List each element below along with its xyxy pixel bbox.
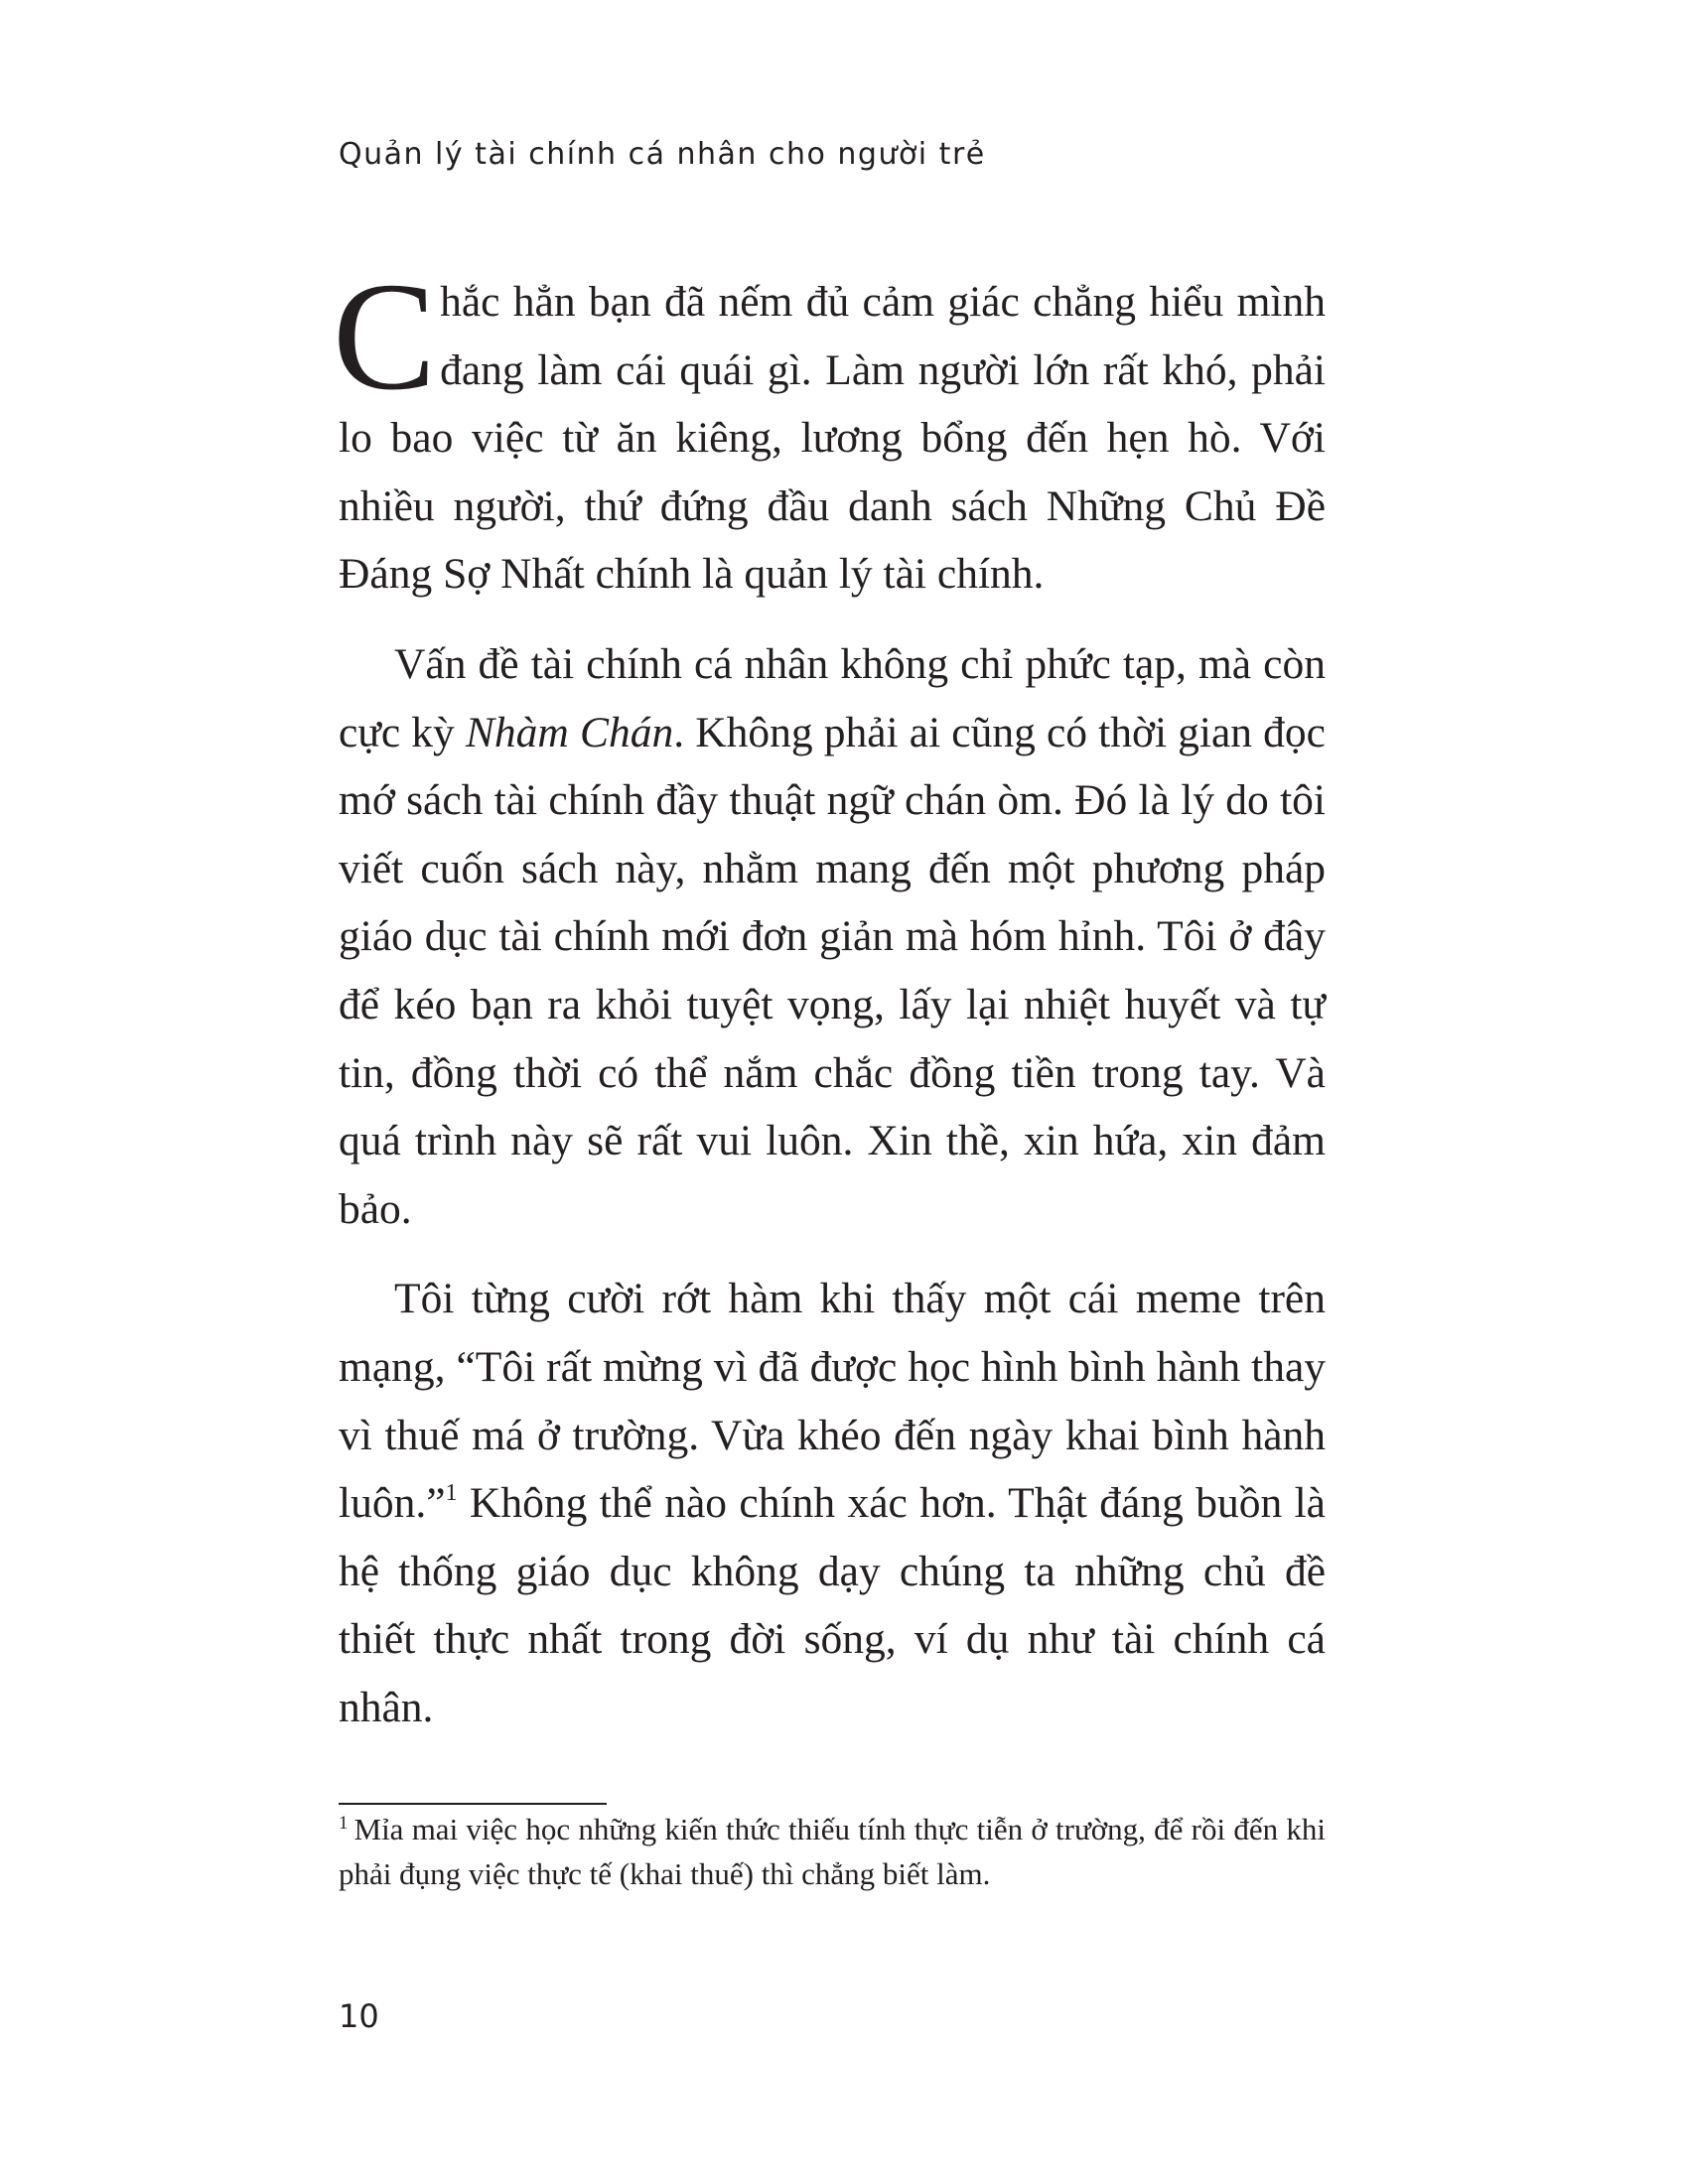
body-text — [333, 250, 1326, 1763]
footnote-divider — [339, 1803, 607, 1805]
footnote-text: Mỉa mai việc học những kiến thức thiếu tính thực tiễn ở trường, để rồi đến khi phải đụng việc thực tế (khai thuế) thì chẳng biết làm. — [339, 1812, 1326, 1891]
paragraph-1-text: hắc hẳn bạn đã nếm đủ cảm giác chẳng hiểu mình đang làm cái quái gì. Làm người lớn rất khó, phải lo bao việc từ ăn kiêng, lương bổng đến hẹn hò. Với nhiều người, thứ đứng đầu danh sách Những Chủ Đề Đáng Sợ Nhất chính là quản lý tài chính. — [339, 278, 1326, 599]
page-number: 10 — [339, 1997, 379, 2035]
drop-cap: C — [333, 250, 437, 422]
paragraph-3-text-before: Tôi từng cười rớt hàm khi thấy một cái meme trên mạng, “Tôi rất mừng vì đã được học hình bình hành thay vì thuế má ở trường. Vừa khéo đến ngày khai bình hành luôn.” — [339, 1275, 1326, 1528]
paragraph-1 — [333, 250, 1326, 609]
footnote-marker: 1 — [339, 1812, 349, 1834]
paragraph-2 — [339, 630, 1326, 1243]
paragraph-3 — [339, 1265, 1326, 1741]
footnote — [339, 1807, 1326, 1896]
paragraph-2-text-after: . Không phải ai cũng có thời gian đọc mớ sách tài chính đầy thuật ngữ chán òm. Đó là lý do tôi viết cuốn sách này, nhằm mang đến một phương pháp giáo dục tài chính mới đơn giản mà hóm hỉnh. Tôi ở đây để kéo bạn ra khỏi tuyệt vọng, lấy lại nhiệt huyết và tự tin, đồng thời có thể nắm chắc đồng tiền trong tay. Và quá trình này sẽ rất vui luôn. Xin thề, xin hứa, xin đảm bảo. — [339, 708, 1326, 1233]
paragraph-2-text-before: Vấn đề tài chính cá nhân không chỉ phức tạp, mà còn cực kỳ — [339, 639, 1326, 756]
paragraph-2-emphasis: Nhàm Chán — [465, 708, 674, 756]
running-header: Quản lý tài chính cá nhân cho người trẻ — [339, 137, 986, 172]
paragraph-3-text-after: Không thể nào chính xác hơn. Thật đáng buồn là hệ thống giáo dục không dạy chúng ta những chủ đề thiết thực nhất trong đời sống, ví dụ như tài chính cá nhân. — [339, 1479, 1326, 1731]
footnote-reference: 1 — [445, 1479, 458, 1506]
